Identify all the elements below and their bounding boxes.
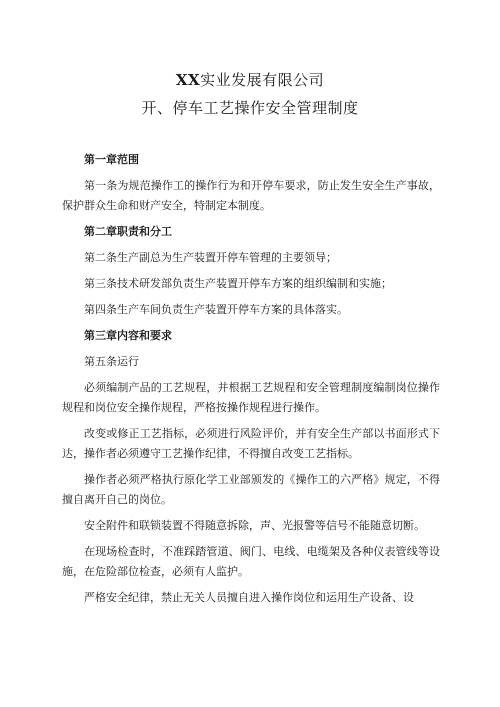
chapter-3-heading: 第三章内容和要求 <box>84 329 172 342</box>
paragraph-process-rules: 必须编制产品的工艺规程，并根据工艺规程和安全管理制度编制岗位操作规程和岗位安全操作规程，严格按操作规程进行操作。 <box>62 381 440 414</box>
paragraph-safety-interlock: 安全附件和联锁装置不得随意拆除，声、光报警等信号不能随意切断。 <box>84 519 425 532</box>
chapter-2-heading: 第二章职责和分工 <box>84 225 172 238</box>
chapter-1-heading: 第一章范围 <box>84 153 139 166</box>
document-body <box>62 150 440 614</box>
article-4: 第四条生产车间负责生产装置开停车方案的具体落实。 <box>84 303 348 316</box>
company-name-suffix: 实业发展有限公司 <box>200 71 325 89</box>
article-3: 第三条技术研发部负责生产装置开停车方案的组织编制和实施； <box>84 277 392 290</box>
title-block <box>0 70 500 118</box>
document-title: 开、停车工艺操作安全管理制度 <box>141 99 359 117</box>
company-name <box>0 70 500 90</box>
company-name-prefix: XX <box>175 71 201 89</box>
paragraph-safety-discipline: 严格安全纪律，禁止无关人员擅自进入操作岗位和运用生产设备、设 <box>84 591 414 604</box>
paragraph-site-inspection: 在现场检查时，不准踩踏管道、阀门、电线、电缆架及各种仪表管线等设施，在危险部位检查，必须有人监护。 <box>62 545 440 578</box>
paragraph-six-strict: 操作者必须严格执行原化学工业部颁发的《操作工的六严格》规定，不得擅自离开自己的岗位。 <box>62 473 440 506</box>
article-5: 第五条运行 <box>84 355 139 368</box>
article-2: 第二条生产副总为生产装置开停车管理的主要领导； <box>84 251 337 264</box>
paragraph-process-change: 改变或修正工艺指标，必须进行风险评价，并有安全生产部以书面形式下达，操作者必须遵守工艺操作纪律，不得擅自改变工艺指标。 <box>62 427 440 460</box>
article-1: 第一条为规范操作工的操作行为和开停车要求，防止发生安全生产事故，保护群众生命和财产安全，特制定本制度。 <box>62 179 440 212</box>
